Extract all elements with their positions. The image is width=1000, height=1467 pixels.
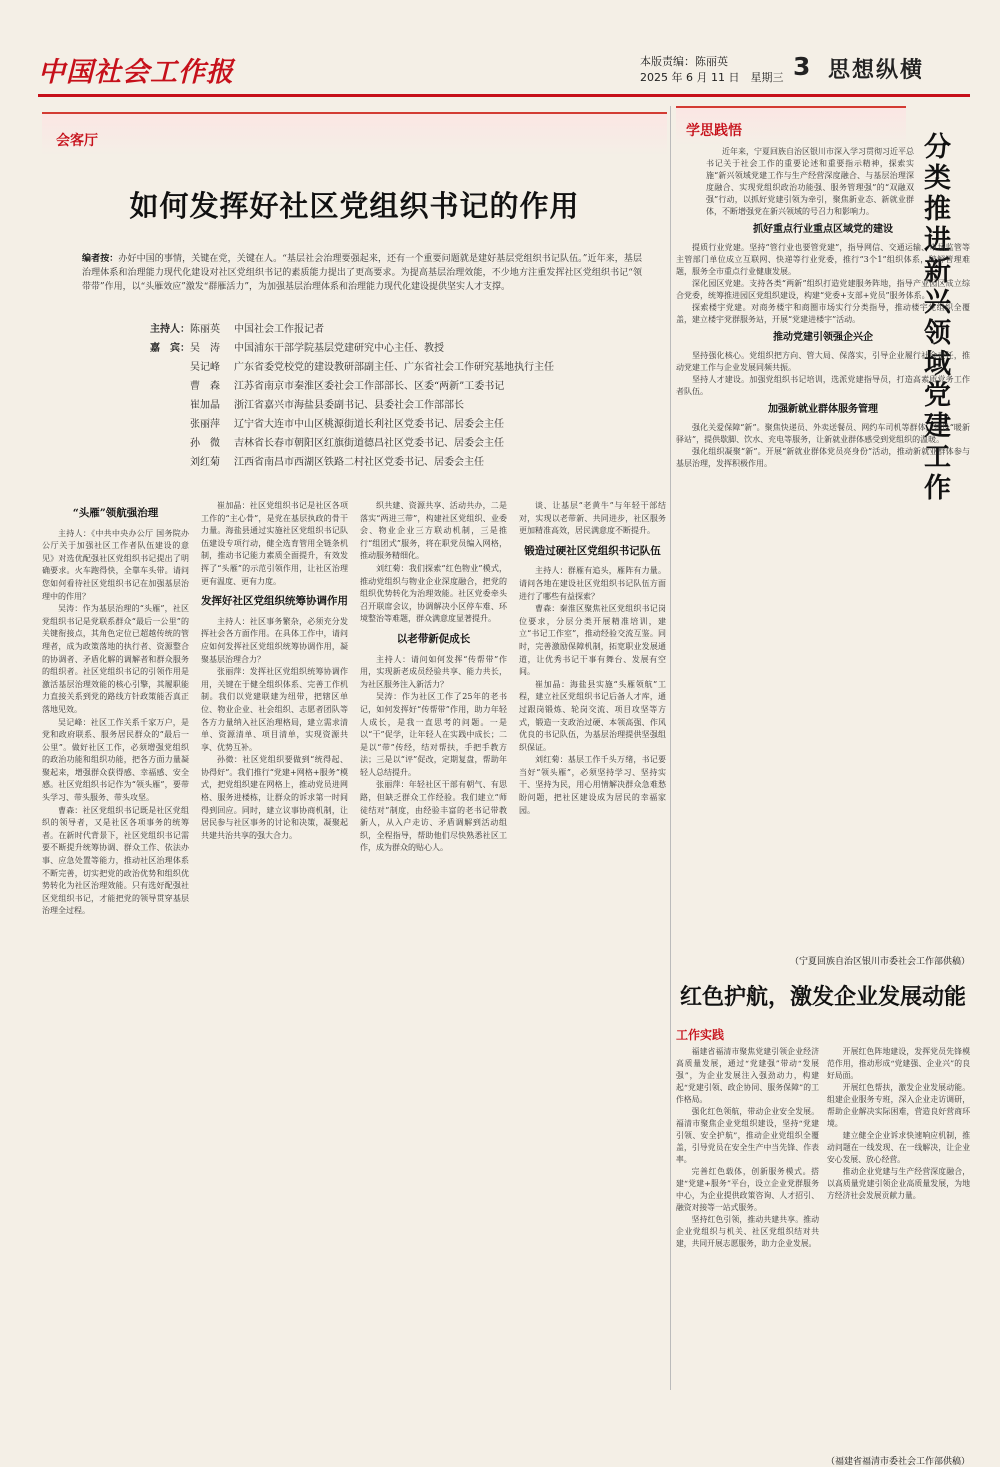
paragraph: 强化组织凝聚“新”。开展“新就业群体党员亮身份”活动，推动新就业群体参与基层治理，发挥积极作用。 — [676, 447, 970, 468]
vertical-headline: 分类推进新兴领域党建工作 — [924, 132, 951, 504]
paragraph: 深化园区党建。支持各类“两新”组织打造党建服务阵地，指导产业园区成立综合党委，统筹推进园区党组织建设，构建“党委+支部+党员”服务体系。 — [676, 279, 970, 300]
paragraph: 开展红色帮扶，激发企业发展动能。组建企业服务专班，深入企业走访调研，帮助企业解决实际困难，营造良好营商环境。 — [827, 1083, 970, 1128]
paragraph: 开展红色阵地建设，发挥党员先锋模范作用，推动形成“党建强、企业兴”的良好局面。 — [827, 1047, 970, 1080]
column-tag-label: 会客厅 — [56, 133, 98, 149]
article-column-2 — [201, 500, 348, 1390]
editor-note-text: 办好中国的事情，关键在党，关键在人。“基层社会治理要强起来，还有一个重要问题就是建好基层党组织书记队伍。”近年来，基层治理体系和治理能力现代化建设对社区党组织书记的素质能力提出了更高要求。为提高基层治理效能，不少地方注重发挥社区党组织书记“领带带”作用，以“头雁效应”激发“群雁活力”，为加强基层治理体系和治理能力现代化建设提供坚实人才支撑。 — [82, 254, 642, 292]
paragraph: 曹森：社区党组织书记既是社区党组织的领导者，又是社区各项事务的统筹者。在新时代背景下，社区党组织书记需要不断提升统筹协调、群众工作、依法办事、应急处置等能力，推动社区治理体系不断完善，切实把党的政治优势和组织优势转化为社区治理效能。只有选好配强社区党组织书记，才能把党的领导贯穿基层治理全过程。 — [42, 805, 189, 916]
paragraph: 吴记峰：社区工作关系千家万户，是党和政府联系、服务居民群众的“最后一公里”。做好社区工作，必须增强党组织的政治功能和组织功能，把各方面力量凝聚起来，增强群众获得感、幸福感、安全感。社区党组织书记作为“领头雁”，要带头学习、带头服务、带头攻坚。 — [42, 717, 189, 803]
right-column-tag — [676, 106, 906, 146]
subhead-mentoring: 以老带新促成长 — [396, 632, 471, 645]
paragraph: 强化红色领航，带动企业安全发展。福清市聚焦企业党组织建设，坚持“党建引领、安全护航”，推动企业党组织全覆盖，引导党员在安全生产中当先锋、作表率。 — [676, 1107, 819, 1164]
paragraph: 张丽萍：发挥社区党组织统筹协调作用，关键在于健全组织体系、完善工作机制。我们以党建联建为纽带，把辖区单位、物业企业、社会组织、志愿者团队等各方力量纳入社区治理格局，建立需求清单、资源清单、项目清单，实现资源共享、优势互补。 — [201, 667, 348, 752]
participants-list — [150, 320, 630, 472]
paragraph: 崔加晶：海盐县实施“头雁领航”工程，建立社区党组织书记后备人才库，通过跟岗锻炼、轮岗交流、项目攻坚等方式，锻造一支政治过硬、本领高强、作风优良的书记队伍，为基层治理提供坚强组织保证。 — [519, 679, 666, 752]
editor-note-label: 编者按： — [82, 254, 119, 264]
paragraph: 强化关爱保障“新”。聚焦快递员、外卖送餐员、网约车司机等群体，建设“暖新驿站”，提供歇脚、饮水、充电等服务，让新就业群体感受到党组织的温暖。 — [676, 423, 970, 444]
participant-row: 张丽萍 辽宁省大连市中山区桃源街道长利社区党委书记、居委会主任 — [190, 419, 504, 430]
right-article-credit: （宁夏回族自治区银川市委社会工作部供稿） — [789, 957, 970, 967]
second-article-tag: 工作实践 — [676, 1028, 725, 1042]
section-name: 思想纵横 — [828, 58, 925, 83]
second-article-credit: （福建省福清市委社会工作部供稿） — [825, 1457, 970, 1467]
editor-line: 本版责编：陈丽英 — [640, 55, 728, 68]
participant-row: 曹 森 江苏省南京市秦淮区委社会工作部部长、区委“两新”工委书记 — [190, 381, 505, 392]
paragraph: 主持人：请问如何发挥“传帮带”作用，实现新老成员经验共享、能力共长，为社区服务注入新活力？ — [360, 654, 507, 689]
masthead — [38, 46, 968, 96]
second-article-headline: 红色护航，激发企业发展动能 — [679, 984, 966, 1010]
second-article-column-1 — [676, 1046, 819, 1446]
subhead-lead-geese: “头雁”领航强治理 — [72, 507, 159, 519]
article-headline: 如何发挥好社区党组织书记的作用 — [129, 189, 580, 223]
article-body — [42, 500, 667, 1390]
paragraph: 织共建、资源共享、活动共办，二是落实“两进三带”，构建社区党组织、业委会、物业企业三方联动机制，三是推行“组团式”服务，将在职党员编入网格，推动服务精细化。 — [360, 501, 507, 561]
right-article-body — [676, 218, 970, 758]
page-number: 3 — [793, 52, 811, 81]
paragraph: 坚持红色引领，推动共建共享。推动企业党组织与机关、社区党组织结对共建，共同开展志愿服务，助力企业发展。 — [676, 1215, 819, 1248]
column-tag — [42, 112, 667, 156]
paragraph: 吴涛：作为基层治理的“头雁”，社区党组织书记是党联系群众“最后一公里”的关键衔接点，其角色定位已超越传统的管理者，成为政策落地的执行者、资源整合的协调者、矛盾化解的调解者和群众服务的组织者。社区党组织书记的引领作用是激活基层治理效能的核心引擎，其履职能力直接关系到党的路线方针政策能否真正落地见效。 — [42, 604, 189, 714]
right-subhead: 抓好重点行业重点区域党的建设 — [753, 224, 893, 235]
paragraph: 完善红色载体，创新服务模式。搭建“党建+服务”平台，设立企业党群服务中心，为企业提供政策咨询、人才招引、融资对接等一站式服务。 — [676, 1167, 819, 1212]
paragraph: 坚持人才建设。加强党组织书记培训，选派党建指导员，打造高素质党务工作者队伍。 — [676, 375, 970, 396]
subhead-coordination: 发挥好社区党组织统筹协调作用 — [201, 595, 348, 608]
paragraph: 曹森：秦淮区聚焦社区党组织书记岗位要求，分层分类开展精准培训，建立“书记工作室”，推动经验交流互鉴。同时，完善激励保障机制，拓宽职业发展通道，让优秀书记干事有舞台、发展有空间。 — [519, 604, 666, 677]
paragraph: 吴涛：作为社区工作了25年的老书记，如何发挥好“传帮带”作用，助力年轻人成长，是我一直思考的问题。一是以“干”促学，让年轻人在实践中成长；二是以“带”传经，结对帮扶，手把手教方法；三是以“评”促改，定期复盘，帮助年轻人总结提升。 — [360, 692, 507, 777]
right-subhead: 推动党建引领强企兴企 — [773, 332, 873, 343]
main-article — [42, 112, 667, 1390]
paragraph: 张丽萍：年轻社区干部有朝气、有思路，但缺乏群众工作经验。我们建立“师徒结对”制度，由经验丰富的老书记带教新人，从入户走访、矛盾调解到活动组织，全程指导，帮助他们尽快熟悉社区工作，成为群众的贴心人。 — [360, 780, 507, 853]
paragraph: 推动企业党建与生产经营深度融合，以高质量党建引领企业高质量发展，为地方经济社会发展贡献力量。 — [827, 1167, 970, 1200]
paragraph: 提质行业党建。坚持“管行业也要管党建”，指导网信、交通运输、市场监管等主管部门单位成立互联网、快递等行业党委，推行“3个1”组织体系，破解管理难题，服务全市重点行业健康发展。 — [676, 243, 970, 276]
paragraph: 刘红菊：我们探索“红色物业”模式，推动党组织与物业企业深度融合，把党的组织优势转化为治理效能。社区党委牵头召开联席会议，协调解决小区停车难、环境整治等难题，群众满意度显著提升。 — [360, 563, 507, 624]
subhead-team-building: 锻造过硬社区党组织书记队伍 — [524, 544, 661, 557]
participant-row: 吴记峰 广东省委党校党的建设教研部副主任、广东省社会工作研究基地执行主任 — [190, 362, 554, 373]
participant-row: 嘉 宾： 吴 涛 中国浦东干部学院基层党建研究中心主任、教授 — [150, 343, 444, 354]
issue-info — [640, 54, 783, 86]
column-divider — [670, 106, 671, 1390]
paragraph: 崔加晶：社区党组织书记是社区各项工作的“主心骨”，是党在基层执政的骨干力量。海盐县通过实施社区党组织书记队伍建设专项行动，健全选育管用全链条机制，推动书记能力素质全面提升，有效发挥了“头雁”的示范引领作用，让社区治理更有温度、更有力度。 — [201, 501, 348, 586]
paragraph: 主持人：《中共中央办公厅 国务院办公厅关于加强社区工作者队伍建设的意见》对选优配强社区党组织书记提出了明确要求。火车跑得快，全靠车头带。请问您如何看待社区党组织书记在加强基层治理中的作用？ — [42, 528, 189, 601]
paragraph: 主持人：群雁有追头，雁阵有力量。请问各地在建设社区党组织书记队伍方面进行了哪些有益探索？ — [519, 566, 666, 601]
second-article-column-2 — [827, 1046, 970, 1446]
right-column — [676, 106, 970, 1467]
right-column-tag-label: 学思践悟 — [686, 123, 742, 139]
right-intro: 近年来，宁夏回族自治区银川市深入学习贯彻习近平总书记关于社会工作的重要论述和重要指示精神，探索实施“新兴领域党建工作与生产经营深度融合、与基层治理深度融合、实现党组织政治功能强、服务管理强”的“双融双强”行动，以抓好党建引领为牵引，聚焦新业态、新就业群体，不断增强党在新兴领域的号召力和影响力。 — [706, 147, 914, 216]
paragraph: 主持人：社区事务繁杂，必须充分发挥社会各方面作用。在具体工作中，请问应如何发挥社区党组织统筹协调作用，凝聚基层治理合力？ — [201, 616, 348, 664]
paragraph: 刘红菊：基层工作千头万绪，书记要当好“领头雁”，必须坚持学习、坚持实干、坚持为民，用心用情解决群众急难愁盼问题，把社区建设成为居民的幸福家园。 — [519, 755, 666, 815]
article-column-1 — [42, 500, 189, 1390]
participant-row: 刘红菊 江西省南昌市西湖区铁路二村社区党委书记、居委会主任 — [190, 457, 484, 468]
paragraph: 福建省福清市聚焦党建引领企业经济高质量发展，通过“党建强”带动“发展强”，为企业发展注入强劲动力，构建起“党建引领、政企协同、服务保障”的工作格局。 — [676, 1047, 819, 1104]
newspaper-logo: 中国社会工作报 — [38, 57, 234, 88]
paragraph: 建立健全企业诉求快速响应机制，推动问题在一线发现、在一线解决，让企业安心发展、放心经营。 — [827, 1131, 970, 1164]
editor-note — [82, 252, 642, 294]
paragraph: 谈、让基层“老黄牛”与年轻干部结对，实现以老带新、共同进步，社区服务更加精准高效，居民满意度不断提升。 — [519, 501, 666, 536]
article-column-3 — [360, 500, 507, 1390]
participant-row: 主持人： 陈丽英 中国社会工作报记者 — [150, 324, 324, 335]
participant-row: 崔加晶 浙江省嘉兴市海盐县委副书记、县委社会工作部部长 — [190, 400, 464, 411]
participant-row: 孙 微 吉林省长春市朝阳区红旗街道德昌社区党委书记、居委会主任 — [190, 438, 504, 449]
article-column-4 — [519, 500, 666, 1390]
date-line: 2025 年 6 月 11 日 星期三 — [640, 71, 784, 84]
paragraph: 孙微：社区党组织要做到“统得起、协得好”。我们推行“党建+网格+服务”模式，把党组织建在网格上，推动党员进网格、服务进楼栋，让群众的诉求第一时间得到回应。同时，建立议事协商机制，让居民参与社区事务的讨论和决策，凝聚起共建共治共享的强大合力。 — [201, 755, 348, 840]
masthead-rule — [38, 94, 970, 97]
paragraph: 探索楼宇党建。对商务楼宇和商圈市场实行分类指导，推动楼宇党组织全覆盖，建立楼宇党群服务站，开展“党建进楼宇”活动。 — [676, 303, 970, 324]
second-article-body — [676, 1046, 970, 1446]
paragraph: 坚持强化核心。党组织把方向、管大局、保落实，引导企业履行社会责任，推动党建工作与企业发展同频共振。 — [676, 351, 970, 372]
right-subhead: 加强新就业群体服务管理 — [768, 404, 878, 415]
